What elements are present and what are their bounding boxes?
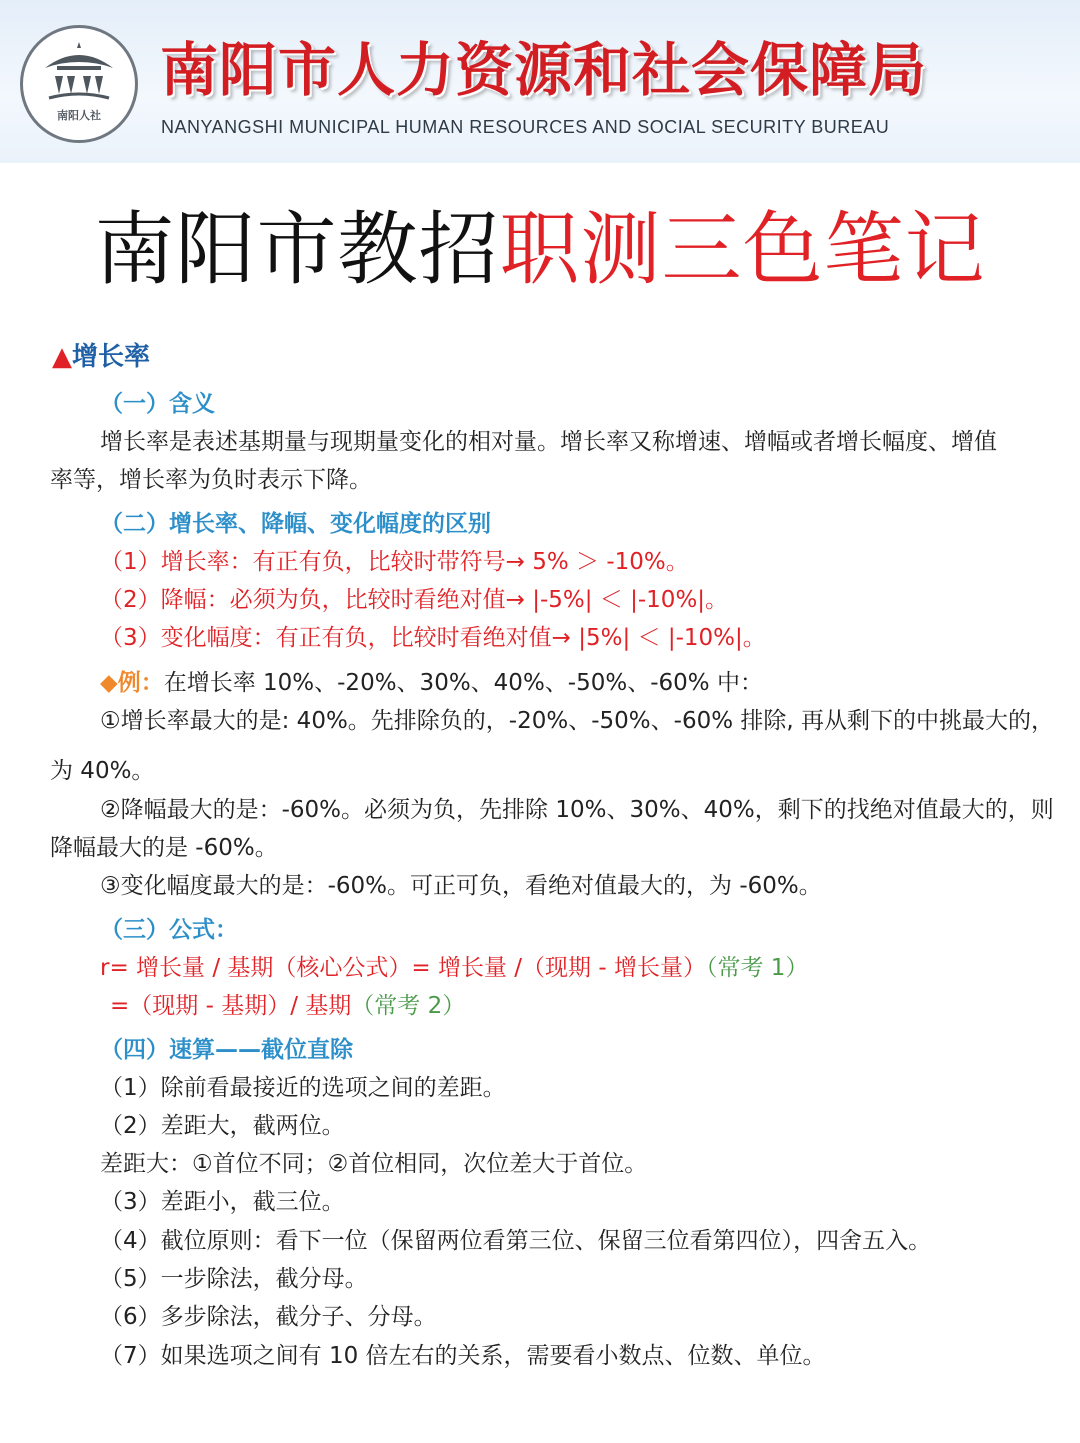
org-name-en: NANYANGSHI MUNICIPAL HUMAN RESOURCES AND SOCIAL SECURITY BUREAU: [161, 117, 890, 137]
part1-line1: 增长率是表述基期量与现期量变化的相对量。增长率又称增速、增幅或者增长幅度、增值: [100, 429, 997, 455]
section-title-text: 增长率: [72, 342, 151, 372]
formula-note-1: （常考 1）: [705, 955, 809, 981]
example-label: ◆例：: [100, 670, 164, 696]
formula-2: =（现期 - 基期）/ 基期: [110, 993, 352, 1019]
part4-item-8: （7）如果选项之间有 10 倍左右的关系，需要看小数点、位数、单位。: [100, 1343, 826, 1369]
example2-line1: ②降幅最大的是：-60%。必须为负，先排除 10%、30%、40%，剩下的找绝对值最大的，则: [100, 797, 1054, 823]
part4-item-6: （5）一步除法，截分母。: [100, 1266, 368, 1292]
part4-item-2: （2）差距大，截两位。: [100, 1113, 345, 1139]
part2-item-3: （3）变化幅度：有正有负，比较时看绝对值→ |5%| ＜ |-10%|。: [100, 625, 766, 651]
formula-line-2: [110, 989, 465, 1023]
part4-item-4: （3）差距小，截三位。: [100, 1189, 345, 1215]
section-title: [52, 336, 150, 373]
header-banner: [0, 0, 1080, 163]
part4-item-7: （6）多步除法，截分子、分母。: [100, 1304, 437, 1330]
example1-line2: 为 40%。: [50, 758, 155, 784]
triangle-icon: ▲: [52, 342, 72, 372]
example-line: [100, 666, 763, 700]
pavilion-icon: [23, 28, 135, 140]
part4-heading: （四）速算——截位直除: [100, 1037, 353, 1063]
part1-line2: 率等，增长率为负时表示下降。: [50, 467, 372, 493]
part4-item-1: （1）除前看最接近的选项之间的差距。: [100, 1075, 506, 1101]
example2-line2: 降幅最大的是 -60%。: [50, 835, 278, 861]
title-red-part: 职测三色笔记: [499, 203, 986, 296]
formula-line-1: [100, 951, 808, 985]
part2-heading: （二）增长率、降幅、变化幅度的区别: [100, 511, 491, 537]
example1-line1: ①增长率最大的是: 40%。先排除负的，-20%、-50%、-60% 排除, 再从剩下的中挑最大的，: [100, 708, 1054, 734]
formula-note-2: （常考 2）: [351, 993, 466, 1019]
part4-item-3: 差距大：①首位不同；②首位相同，次位差大于首位。: [100, 1151, 648, 1177]
logo-text: 南阳人社: [57, 109, 101, 122]
bureau-logo: [20, 25, 138, 143]
part2-item-2: （2）降幅：必须为负，比较时看绝对值→ |-5%| ＜ |-10%|。: [100, 587, 729, 613]
page-title: [0, 200, 1080, 300]
part2-item-1: （1）增长率：有正有负，比较时带符号→ 5% ＞ -10%。: [100, 549, 689, 575]
part1-heading: （一）含义: [100, 391, 215, 417]
part3-heading: （三）公式：: [100, 917, 238, 943]
example-text: 在增长率 10%、-20%、30%、40%、-50%、-60% 中：: [163, 670, 763, 696]
part4-item-5: （4）截位原则：看下一位（保留两位看第三位、保留三位看第四位），四舍五入。: [100, 1228, 932, 1254]
title-black-part: 南阳市教招: [94, 203, 500, 296]
formula-1: r= 增长量 / 基期（核心公式）= 增长量 /（现期 - 增长量）: [100, 955, 706, 981]
example3-line: ③变化幅度最大的是：-60%。可正可负，看绝对值最大的，为 -60%。: [100, 873, 822, 899]
org-name-cn: 南阳市人力资源和社会保障局: [160, 36, 928, 104]
